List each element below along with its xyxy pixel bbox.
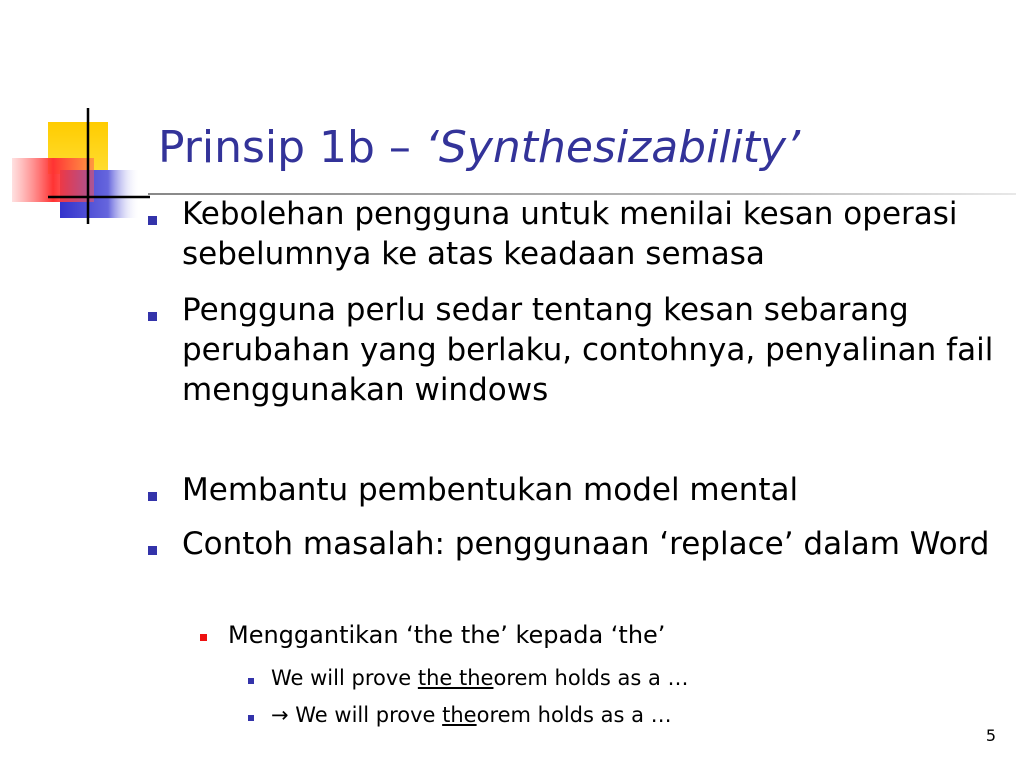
bullet-marker bbox=[148, 216, 157, 225]
sub-sub-bullet-marker bbox=[248, 678, 254, 684]
text-after: orem holds as a … bbox=[493, 666, 689, 690]
sub-sub-bullet-marker bbox=[248, 715, 254, 721]
slide-title bbox=[158, 118, 800, 178]
bullet-marker bbox=[148, 546, 157, 555]
bullet-item: Membantu pembentukan model mental bbox=[182, 472, 799, 508]
sub-sub-bullet-item bbox=[271, 702, 971, 728]
text-before: → We will prove bbox=[271, 703, 443, 727]
underlined-text: the the bbox=[417, 666, 494, 690]
underlined-text: the bbox=[442, 703, 477, 727]
sub-bullet-marker bbox=[200, 634, 207, 641]
bullet-marker bbox=[148, 492, 157, 501]
bullet-marker bbox=[148, 312, 157, 321]
bullet-item: Pengguna perlu sedar tentang kesan sebarang perubahan yang berlaku, contohnya, penyalinan fail menggunakan windows bbox=[182, 292, 994, 408]
text-after: orem holds as a … bbox=[476, 703, 672, 727]
bullet-item: Kebolehan pengguna untuk menilai kesan operasi sebelumnya ke atas keadaan semasa bbox=[182, 196, 958, 272]
page-number: 5 bbox=[985, 726, 996, 745]
decorative-logo bbox=[0, 0, 160, 240]
sub-bullet-item: Menggantikan ‘the the’ kepada ‘the’ bbox=[228, 621, 666, 649]
title-italic: ‘Synthesizability’ bbox=[424, 122, 801, 173]
deco-red-bar bbox=[12, 158, 94, 202]
sub-sub-bullet-item bbox=[271, 665, 971, 691]
bullet-item: Contoh masalah: penggunaan ‘replace’ dalam Word bbox=[182, 526, 990, 562]
text-before: We will prove bbox=[271, 666, 418, 690]
title-plain: Prinsip 1b – bbox=[158, 122, 425, 173]
